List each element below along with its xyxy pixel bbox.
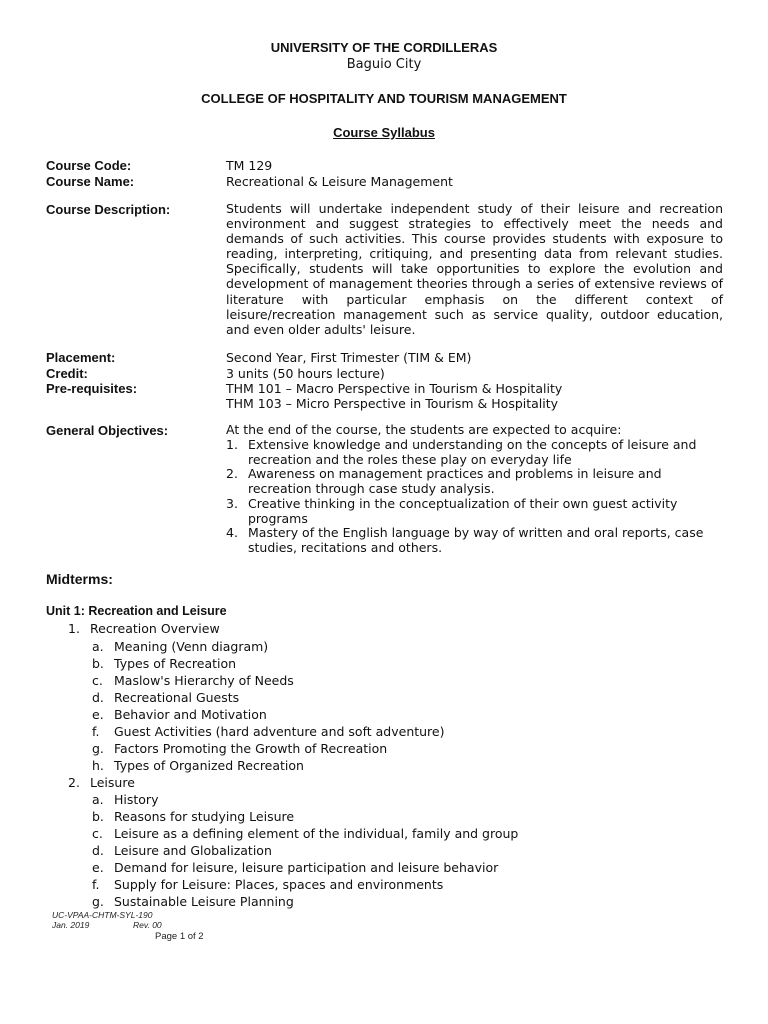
placement-value: Second Year, First Trimester (TIM & EM): [226, 350, 472, 365]
credit-value: 3 units (50 hours lecture): [226, 366, 385, 381]
prerequisites-label: Pre-requisites:: [46, 381, 138, 396]
city-name: Baguio City: [346, 57, 422, 72]
subtopic-item: d. Recreational Guests: [92, 690, 240, 705]
objectives-intro: At the end of the course, the students are expected to acquire:: [226, 422, 622, 437]
subtopic-item: g. Factors Promoting the Growth of Recreation: [92, 741, 388, 756]
subtopic-item: f. Supply for Leisure: Places, spaces and environments: [92, 877, 444, 892]
unit-1-title: Unit 1: Recreation and Leisure: [46, 604, 227, 618]
footer-doc-code: UC-VPAA-CHTM-SYL-190: [52, 910, 153, 920]
footer-revision: Rev. 00: [133, 920, 162, 930]
prerequisite-2: THM 103 – Micro Perspective in Tourism & Hospitality: [226, 396, 559, 411]
college-name: COLLEGE OF HOSPITALITY AND TOURISM MANAGEMENT: [201, 91, 567, 106]
subtopic-item: c. Maslow's Hierarchy of Needs: [92, 673, 294, 688]
objective-item: 3. Creative thinking in the conceptualization of their own guest activity programs: [226, 495, 678, 526]
footer-page-number: Page 1 of 2: [155, 931, 204, 942]
credit-label: Credit:: [46, 366, 88, 381]
objective-item: 2. Awareness on management practices and problems in leisure and recreation through case study analysis.: [226, 466, 662, 497]
course-description-label: Course Description:: [46, 202, 171, 217]
objectives-list: [226, 438, 726, 556]
objective-item: 4. Mastery of the English language by way of written and oral reports, case studies, recitations and others.: [226, 525, 704, 555]
placement-label: Placement:: [46, 350, 116, 365]
subtopic-item: g. Sustainable Leisure Planning: [92, 894, 294, 909]
objective-item: 1. Extensive knowledge and understanding on the concepts of leisure and recreation and the roles these play on everyday life: [226, 437, 697, 467]
university-name: UNIVERSITY OF THE CORDILLERAS: [270, 40, 498, 55]
subtopic-item: e. Behavior and Motivation: [92, 707, 267, 722]
footer-date: Jan. 2019: [52, 920, 90, 930]
course-description-text: Students will undertake independent study of their leisure and recreation environment and suggest strategies to effectively meet the needs and demands of such activities. This course provides students with exposure to reading, interpreting, critiquing, and presenting data from relevant studies. Specifically, students will take opportunities to explore the evolution and development of management theories through a series of extensive reviews of literature with particular emphasis on the different context of leisure/recreation management such as service quality, outdoor education, and even older adults' leisure.: [226, 201, 723, 337]
general-objectives-label: General Objectives:: [46, 423, 169, 438]
midterms-heading: Midterms:: [46, 571, 113, 587]
subtopic-item: c. Leisure as a defining element of the individual, family and group: [92, 826, 519, 841]
course-name-value: Recreational & Leisure Management: [226, 174, 453, 189]
subtopic-item: h. Types of Organized Recreation: [92, 758, 304, 773]
subtopic-item: b. Reasons for studying Leisure: [92, 809, 295, 824]
subtopic-item: d. Leisure and Globalization: [92, 843, 272, 858]
topic-leisure: 2. Leisure: [68, 775, 135, 790]
topic-recreation-overview: 1. Recreation Overview: [68, 621, 220, 636]
prerequisite-1: THM 101 – Macro Perspective in Tourism & Hospitality: [226, 381, 563, 396]
subtopic-item: e. Demand for leisure, leisure participation and leisure behavior: [92, 860, 499, 875]
document-title: Course Syllabus: [333, 125, 435, 140]
course-name-label: Course Name:: [46, 174, 135, 189]
subtopic-item: f. Guest Activities (hard adventure and soft adventure): [92, 724, 445, 739]
course-code-value: TM 129: [226, 158, 273, 173]
subtopic-item: b. Types of Recreation: [92, 656, 237, 671]
subtopic-item: a. History: [92, 792, 159, 807]
course-code-label: Course Code:: [46, 158, 132, 173]
subtopic-item: a. Meaning (Venn diagram): [92, 639, 269, 654]
